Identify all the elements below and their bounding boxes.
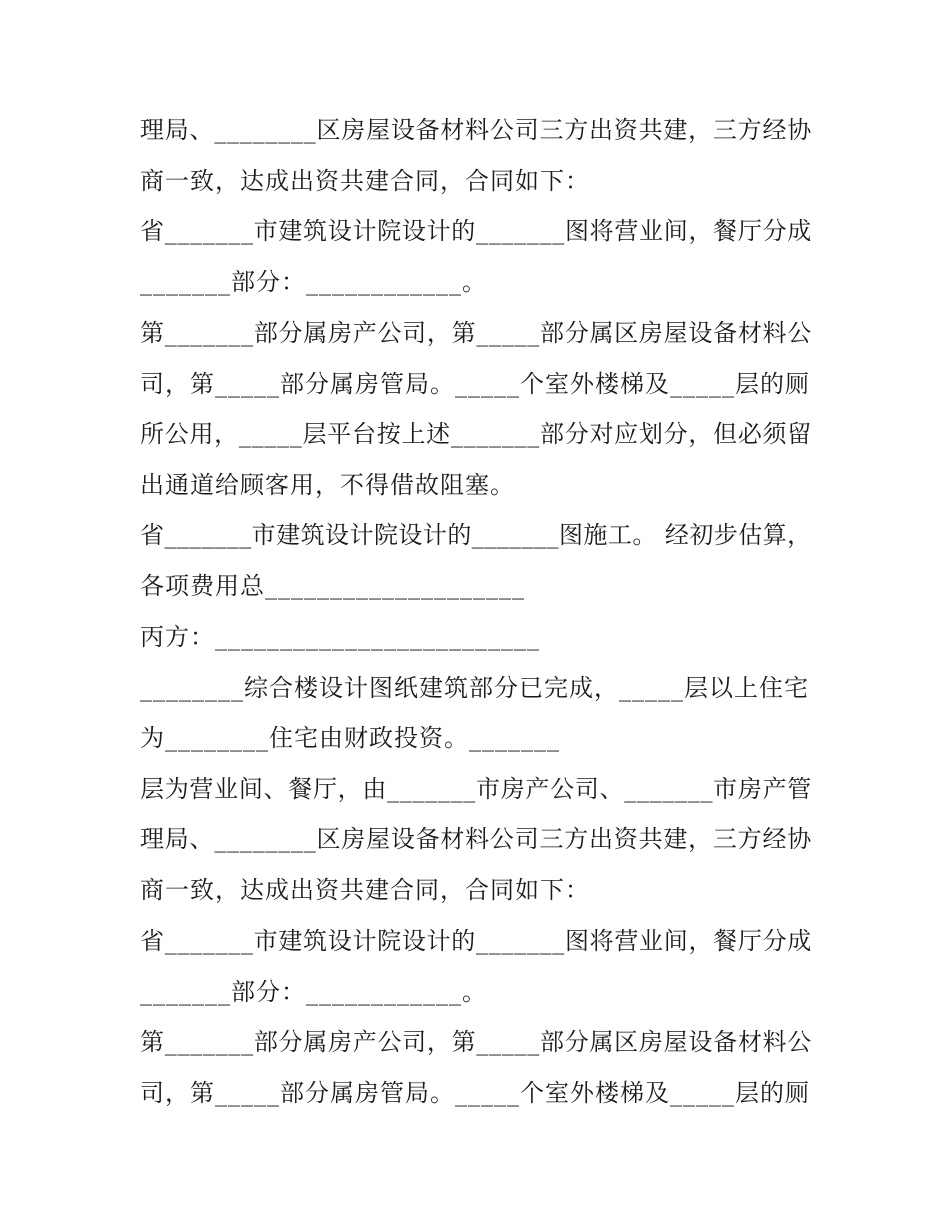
- paragraph-line: 为________住宅由财政投资。_______: [140, 724, 560, 752]
- paragraph-line: 司，第_____部分属房管局。_____个室外楼梯及_____层的厕: [140, 370, 810, 398]
- paragraph-line: 省_______市建筑设计院设计的_______图将营业间，餐厅分成: [140, 927, 812, 955]
- paragraph-line: 理局、________区房屋设备材料公司三方出资共建，三方经协: [140, 825, 812, 853]
- paragraph-line: _______部分：____________。: [140, 268, 487, 296]
- paragraph-line: 出通道给顾客用，不得借故阻塞。: [140, 471, 515, 499]
- paragraph-line: 省_______市建筑设计院设计的_______图将营业间，餐厅分成: [140, 217, 812, 245]
- paragraph-line: 商一致，达成出资共建合同，合同如下：: [140, 167, 590, 195]
- paragraph-line: _______部分：____________。: [140, 978, 487, 1006]
- paragraph-line: 理局、________区房屋设备材料公司三方出资共建，三方经协: [140, 116, 812, 144]
- paragraph-line: 丙方：_________________________: [140, 623, 540, 651]
- paragraph-line: 所公用，_____层平台按上述_______部分对应划分，但必须留: [140, 420, 812, 448]
- paragraph-line: 第_______部分属房产公司，第_____部分属区房屋设备材料公: [140, 1028, 812, 1056]
- paragraph-line: ________综合楼设计图纸建筑部分已完成，_____层以上住宅: [140, 674, 809, 702]
- paragraph-line: 省_______市建筑设计院设计的_______图施工。 经初步估算，: [140, 521, 812, 549]
- paragraph-line: 商一致，达成出资共建合同，合同如下：: [140, 876, 590, 904]
- paragraph-line: 第_______部分属房产公司，第_____部分属区房屋设备材料公: [140, 319, 812, 347]
- paragraph-line: 各项费用总____________________: [140, 572, 525, 600]
- paragraph-line: 层为营业间、餐厅，由_______市房产公司、_______市房产管: [140, 775, 812, 803]
- paragraph-line: 司，第_____部分属房管局。_____个室外楼梯及_____层的厕: [140, 1079, 810, 1107]
